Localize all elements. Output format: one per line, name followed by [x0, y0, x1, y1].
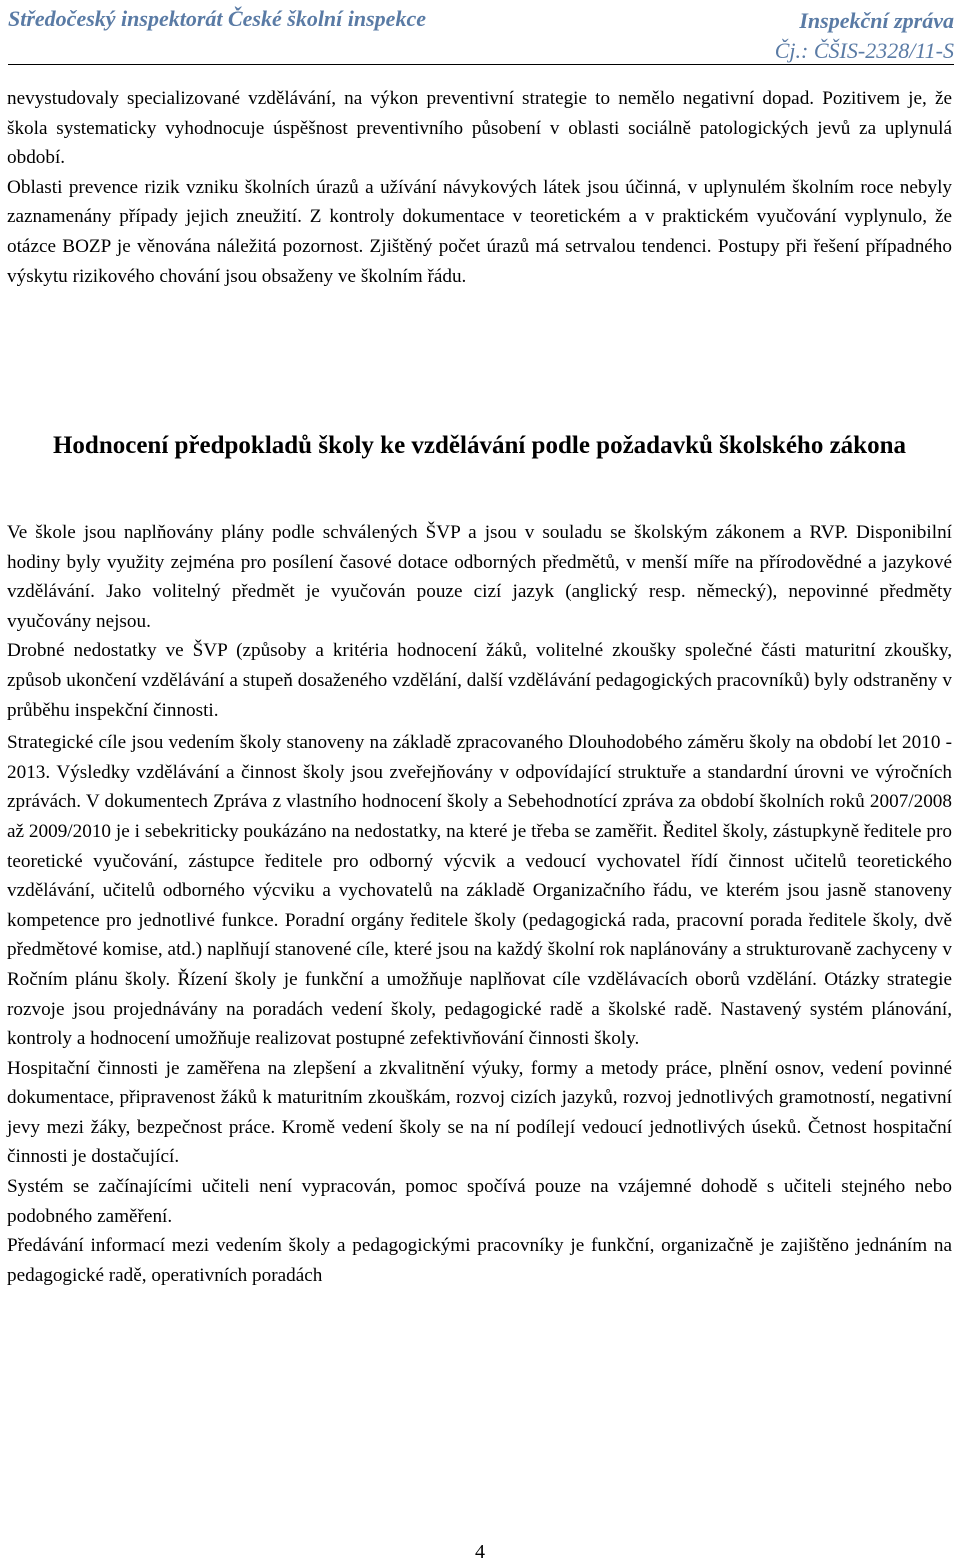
header-reference-number: Čj.: ČŠIS-2328/11-S — [774, 38, 954, 63]
page-number: 4 — [475, 1541, 485, 1563]
main-text-block — [7, 518, 952, 1290]
paragraph: Ve škole jsou naplňovány plány podle schválených ŠVP a jsou v souladu se školským zákonem a RVP. Disponibilní hodiny byly využity zejména pro posílení časové dotace odborných předmětů, v menší míře na přírodovědné a jazykové vzdělávání. Jako volitelný předmět je vyučován pouze cizí jazyk (anglický resp. německý), nepovinné předměty vyučovány nejsou. — [7, 522, 952, 632]
header-report-title: Inspekční zpráva — [799, 8, 954, 33]
paragraph: Strategické cíle jsou vedením školy stanoveny na základě zpracovaného Dlouhodobého záměru školy na období let 2010 - 2013. Výsledky vzdělávání a činnost školy jsou zveřejňovány v odpovídající struktuře a standardní úrovni ve výročních zprávách. V dokumentech Zpráva z vlastního hodnocení školy a Sebehodnotící zpráva za období školních roků 2007/2008 až 2009/2010 je i sebekriticky poukázáno na nedostatky, na které je třeba se zaměřit. Ředitel školy, zástupkyně ředitele pro teoretické vyučování, zástupce ředitele pro odborný výcvik a vedoucí vychovatel řídí činnost učitelů teoretického vzdělávání, učitelů odborného výcviku a vychovatelů na základě Organizačního řádu, ve kterém jsou jasně stanoveny kompetence pro jednotlivé funkce. Poradní orgány ředitele školy (pedagogická rada, pracovní porada ředitele školy, dvě předmětové komise, atd.) naplňují stanovené cíle, které jsou na každý školní rok naplánovány a strukturovaně zachyceny v Ročním plánu školy. Řízení školy je funkční a umožňuje naplňovat cíle vzdělávacích oborů vzdělání. Otázky strategie rozvoje jsou projednávány na poradách vedení školy, pedagogické radě a školské radě. Nastavený systém plánování, kontroly a hodnocení umožňuje realizovat postupné zefektivňování činnosti školy. — [7, 732, 952, 1050]
page-header — [8, 4, 954, 65]
paragraph: Drobné nedostatky ve ŠVP (způsoby a kritéria hodnocení žáků, volitelné zkoušky společné části maturitní zkoušky, způsob ukončení vzdělávání a stupeň dosaženého vzdělání, další vzdělávání pedagogických pracovníků) byly odstraněny v průběhu inspekční činnosti. — [7, 640, 952, 721]
section-heading: Hodnocení předpokladů školy ke vzdělávání podle požadavků školského zákona — [52, 432, 906, 459]
paragraph: Oblasti prevence rizik vzniku školních úrazů a užívání návykových látek jsou účinná, v uplynulém školním roce nebyly zaznamenány případy jejich zneužití. Z kontroly dokumentace v teoretickém a v praktickém vyučování vyplynulo, že otázce BOZP je věnována náležitá pozornost. Zjištěný počet úrazů má setrvalou tendenci. Postupy při řešení případného výskytu rizikového chování jsou obsaženy ve školním řádu. — [7, 176, 952, 287]
paragraph: Hospitační činnosti je zaměřena na zlepšení a zkvalitnění výuky, formy a metody práce, plnění osnov, vedení povinné dokumentace, připravenost žáků k maturitním zkouškám, rozvoj cizích jazyků, rozvoj jednotlivých gramotností, negativní jevy mezi žáky, bezpečnost práce. Kromě vedení školy se na ní podílejí vedoucí jednotlivých úseků. Četnost hospitační činnosti je dostačující. — [7, 1057, 952, 1168]
header-institution: Středočeský inspektorát České školní inspekce — [8, 6, 426, 31]
intro-text-block — [7, 84, 952, 291]
paragraph: nevystudovaly specializované vzdělávání, na výkon preventivní strategie to nemělo negativní dopad. Pozitivem je, že škola systematicky vyhodnocuje úspěšnost preventivního působení v oblasti sociálně patologických jevů za uplynulá období. — [7, 88, 952, 169]
paragraph: Systém se začínajícími učiteli není vypracován, pomoc spočívá pouze na vzájemné dohodě s učiteli stejného nebo podobného zaměření. — [7, 1176, 952, 1227]
header-right — [775, 6, 954, 66]
paragraph: Předávání informací mezi vedením školy a pedagogickými pracovníky je funkční, organizačně je zajištěno jednáním na pedagogické radě, operativních poradách — [7, 1235, 952, 1286]
